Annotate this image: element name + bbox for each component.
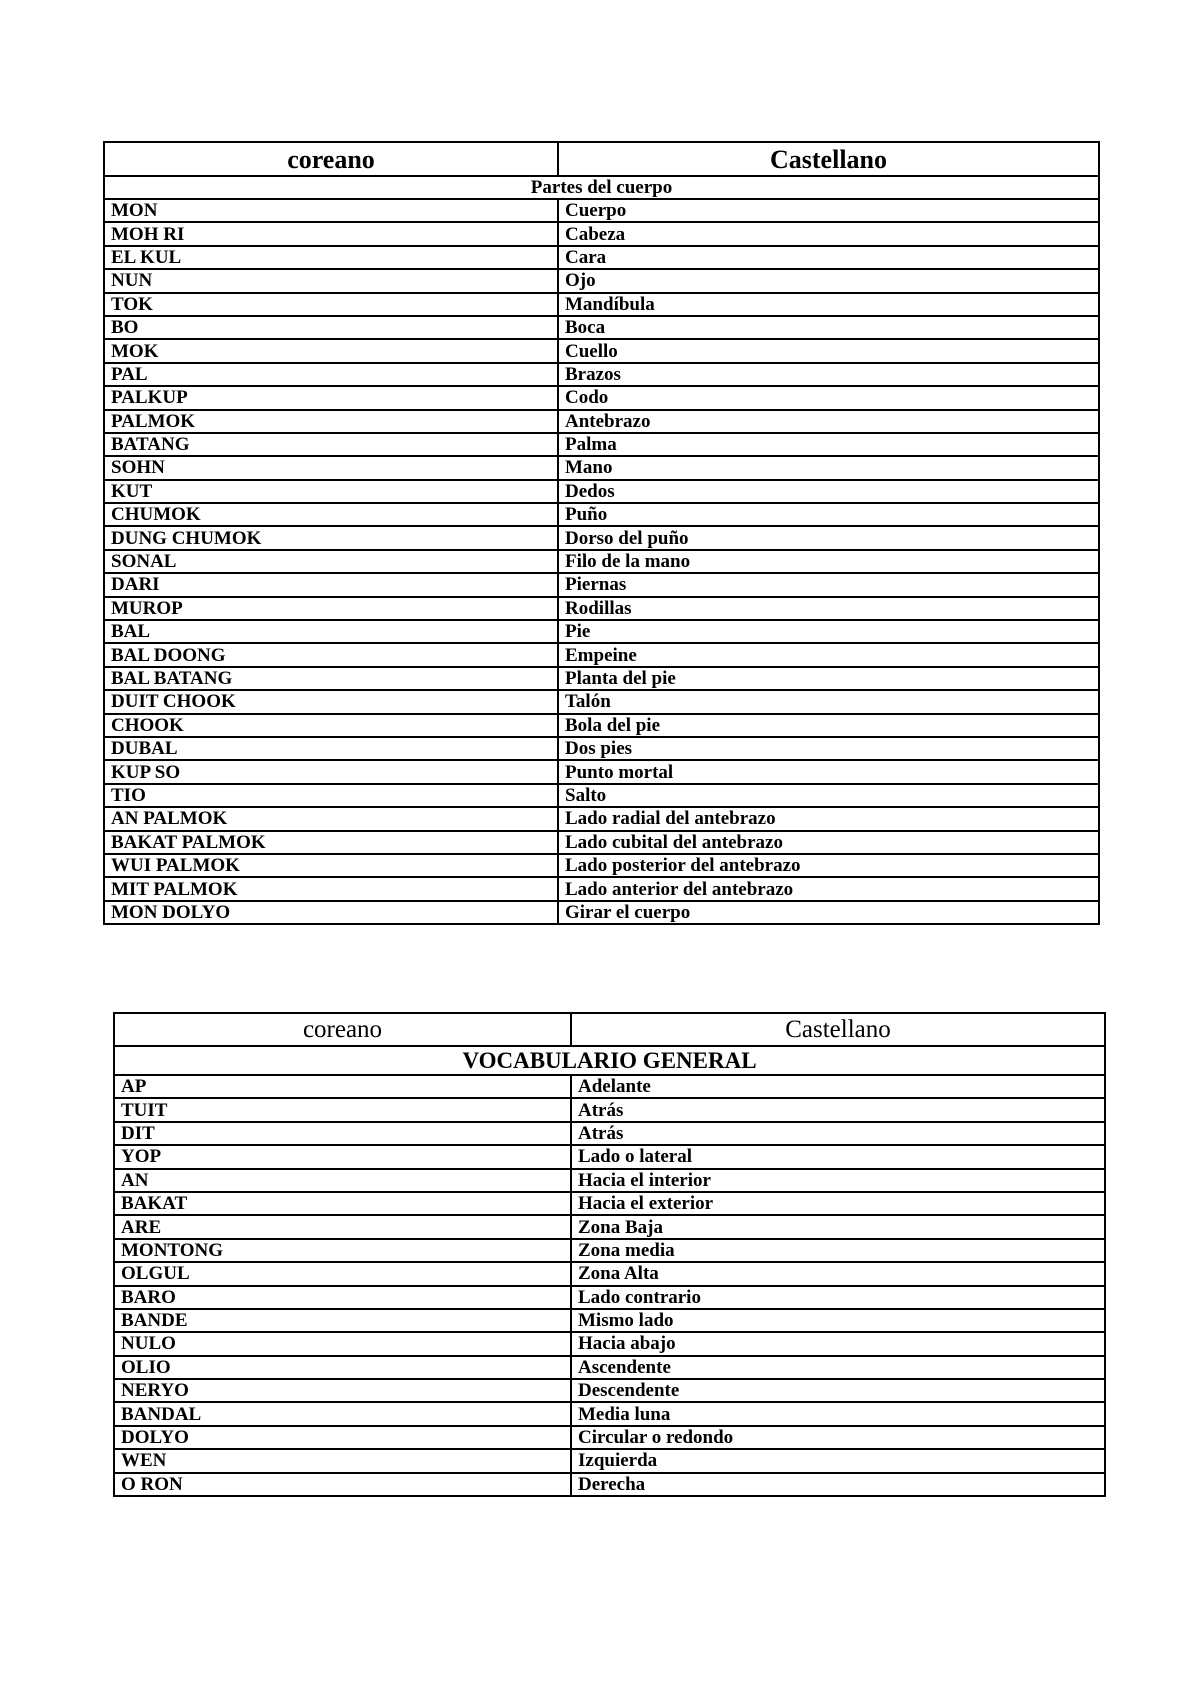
korean-term: SOHN xyxy=(104,456,558,479)
table-row xyxy=(114,1449,1105,1472)
table-row xyxy=(104,714,1099,737)
table-row xyxy=(104,269,1099,292)
korean-term: BAL xyxy=(104,620,558,643)
korean-term: MON DOLYO xyxy=(104,901,558,924)
table-row xyxy=(114,1426,1105,1449)
spanish-term: Lado posterior del antebrazo xyxy=(558,854,1099,877)
korean-term: WEN xyxy=(114,1449,571,1472)
spanish-term: Brazos xyxy=(558,363,1099,386)
spanish-term: Pie xyxy=(558,620,1099,643)
spanish-term: Zona Baja xyxy=(571,1215,1105,1238)
korean-term: MUROP xyxy=(104,597,558,620)
body-parts-table xyxy=(103,141,1100,925)
spanish-term: Empeine xyxy=(558,643,1099,666)
table-row xyxy=(104,410,1099,433)
table-row xyxy=(114,1215,1105,1238)
korean-term: MON xyxy=(104,199,558,222)
table-row xyxy=(104,433,1099,456)
table-row xyxy=(114,1192,1105,1215)
table-row xyxy=(104,784,1099,807)
table-row xyxy=(104,339,1099,362)
table-row xyxy=(104,737,1099,760)
spanish-term: Media luna xyxy=(571,1402,1105,1425)
korean-term: BATANG xyxy=(104,433,558,456)
table-row xyxy=(114,1379,1105,1402)
table-row xyxy=(104,293,1099,316)
spanish-term: Hacia abajo xyxy=(571,1332,1105,1355)
spanish-term: Lado o lateral xyxy=(571,1145,1105,1168)
korean-term: NERYO xyxy=(114,1379,571,1402)
spanish-term: Hacia el interior xyxy=(571,1169,1105,1192)
spanish-term: Atrás xyxy=(571,1098,1105,1121)
spanish-term: Codo xyxy=(558,386,1099,409)
korean-term: SONAL xyxy=(104,550,558,573)
korean-term: DUIT CHOOK xyxy=(104,690,558,713)
spanish-term: Hacia el exterior xyxy=(571,1192,1105,1215)
spanish-term: Bola del pie xyxy=(558,714,1099,737)
table-row xyxy=(104,807,1099,830)
table-row xyxy=(114,1286,1105,1309)
korean-term: AP xyxy=(114,1075,571,1098)
table-row xyxy=(104,316,1099,339)
column-header-korean: coreano xyxy=(114,1013,571,1046)
korean-term: KUT xyxy=(104,480,558,503)
korean-term: BAKAT xyxy=(114,1192,571,1215)
korean-term: AN xyxy=(114,1169,571,1192)
korean-term: BAKAT PALMOK xyxy=(104,831,558,854)
korean-term: O RON xyxy=(114,1473,571,1496)
section-title-row xyxy=(114,1046,1105,1075)
spanish-term: Talón xyxy=(558,690,1099,713)
korean-term: MONTONG xyxy=(114,1239,571,1262)
general-vocabulary-table xyxy=(113,1012,1106,1497)
table-row xyxy=(104,503,1099,526)
korean-term: DIT xyxy=(114,1122,571,1145)
table-row xyxy=(104,386,1099,409)
korean-term: WUI PALMOK xyxy=(104,854,558,877)
table-row xyxy=(114,1402,1105,1425)
table-row xyxy=(104,246,1099,269)
korean-term: BANDE xyxy=(114,1309,571,1332)
table-row xyxy=(104,643,1099,666)
table-row xyxy=(104,901,1099,924)
table-row xyxy=(114,1356,1105,1379)
table-row xyxy=(114,1309,1105,1332)
table-row xyxy=(114,1239,1105,1262)
spanish-term: Cuello xyxy=(558,339,1099,362)
spanish-term: Palma xyxy=(558,433,1099,456)
korean-term: PAL xyxy=(104,363,558,386)
table-row xyxy=(104,597,1099,620)
spanish-term: Salto xyxy=(558,784,1099,807)
korean-term: BAL BATANG xyxy=(104,667,558,690)
table-row xyxy=(104,831,1099,854)
section-title: VOCABULARIO GENERAL xyxy=(114,1046,1105,1075)
spanish-term: Mismo lado xyxy=(571,1309,1105,1332)
spanish-term: Lado contrario xyxy=(571,1286,1105,1309)
spanish-term: Atrás xyxy=(571,1122,1105,1145)
table-row xyxy=(114,1473,1105,1496)
table-row xyxy=(104,667,1099,690)
spanish-term: Dos pies xyxy=(558,737,1099,760)
korean-term: OLGUL xyxy=(114,1262,571,1285)
table-row xyxy=(114,1075,1105,1098)
korean-term: PALKUP xyxy=(104,386,558,409)
spanish-term: Descendente xyxy=(571,1379,1105,1402)
korean-term: BANDAL xyxy=(114,1402,571,1425)
spanish-term: Mandíbula xyxy=(558,293,1099,316)
spanish-term: Dorso del puño xyxy=(558,526,1099,549)
korean-term: DARI xyxy=(104,573,558,596)
spanish-term: Piernas xyxy=(558,573,1099,596)
spanish-term: Puño xyxy=(558,503,1099,526)
table-header-row xyxy=(114,1013,1105,1046)
korean-term: PALMOK xyxy=(104,410,558,433)
korean-term: TOK xyxy=(104,293,558,316)
korean-term: YOP xyxy=(114,1145,571,1168)
spanish-term: Punto mortal xyxy=(558,760,1099,783)
korean-term: CHOOK xyxy=(104,714,558,737)
table-row xyxy=(104,854,1099,877)
spanish-term: Ojo xyxy=(558,269,1099,292)
table-row xyxy=(114,1122,1105,1145)
column-header-spanish: Castellano xyxy=(571,1013,1105,1046)
spanish-term: Mano xyxy=(558,456,1099,479)
spanish-term: Lado anterior del antebrazo xyxy=(558,877,1099,900)
spanish-term: Rodillas xyxy=(558,597,1099,620)
korean-term: EL KUL xyxy=(104,246,558,269)
table-row xyxy=(114,1332,1105,1355)
korean-term: TIO xyxy=(104,784,558,807)
table-row xyxy=(104,620,1099,643)
spanish-term: Adelante xyxy=(571,1075,1105,1098)
table-row xyxy=(104,456,1099,479)
korean-term: BO xyxy=(104,316,558,339)
korean-term: DOLYO xyxy=(114,1426,571,1449)
table-row xyxy=(114,1098,1105,1121)
korean-term: MOK xyxy=(104,339,558,362)
korean-term: BARO xyxy=(114,1286,571,1309)
table-row xyxy=(104,526,1099,549)
spanish-term: Derecha xyxy=(571,1473,1105,1496)
korean-term: ARE xyxy=(114,1215,571,1238)
spanish-term: Zona Alta xyxy=(571,1262,1105,1285)
korean-term: DUNG CHUMOK xyxy=(104,526,558,549)
korean-term: OLIO xyxy=(114,1356,571,1379)
section-title: Partes del cuerpo xyxy=(104,176,1099,199)
spanish-term: Izquierda xyxy=(571,1449,1105,1472)
column-header-spanish: Castellano xyxy=(558,142,1099,176)
spanish-term: Circular o redondo xyxy=(571,1426,1105,1449)
korean-term: MOH RI xyxy=(104,222,558,245)
korean-term: TUIT xyxy=(114,1098,571,1121)
spanish-term: Lado radial del antebrazo xyxy=(558,807,1099,830)
table-row xyxy=(114,1169,1105,1192)
table-row xyxy=(104,222,1099,245)
korean-term: KUP SO xyxy=(104,760,558,783)
table-row xyxy=(104,760,1099,783)
spanish-term: Dedos xyxy=(558,480,1099,503)
spanish-term: Cuerpo xyxy=(558,199,1099,222)
korean-term: DUBAL xyxy=(104,737,558,760)
table-row xyxy=(104,573,1099,596)
section-title-row xyxy=(104,176,1099,199)
spanish-term: Zona media xyxy=(571,1239,1105,1262)
spanish-term: Boca xyxy=(558,316,1099,339)
spanish-term: Filo de la mano xyxy=(558,550,1099,573)
korean-term: MIT PALMOK xyxy=(104,877,558,900)
table-row xyxy=(104,480,1099,503)
korean-term: NUN xyxy=(104,269,558,292)
korean-term: AN PALMOK xyxy=(104,807,558,830)
spanish-term: Planta del pie xyxy=(558,667,1099,690)
table-row xyxy=(104,363,1099,386)
spanish-term: Girar el cuerpo xyxy=(558,901,1099,924)
table-row xyxy=(114,1145,1105,1168)
table-row xyxy=(104,550,1099,573)
spanish-term: Cabeza xyxy=(558,222,1099,245)
korean-term: NULO xyxy=(114,1332,571,1355)
spanish-term: Antebrazo xyxy=(558,410,1099,433)
korean-term: BAL DOONG xyxy=(104,643,558,666)
korean-term: CHUMOK xyxy=(104,503,558,526)
table-row xyxy=(114,1262,1105,1285)
table-row xyxy=(104,877,1099,900)
column-header-korean: coreano xyxy=(104,142,558,176)
table-row xyxy=(104,690,1099,713)
spanish-term: Lado cubital del antebrazo xyxy=(558,831,1099,854)
spanish-term: Ascendente xyxy=(571,1356,1105,1379)
table-row xyxy=(104,199,1099,222)
spanish-term: Cara xyxy=(558,246,1099,269)
table-header-row xyxy=(104,142,1099,176)
